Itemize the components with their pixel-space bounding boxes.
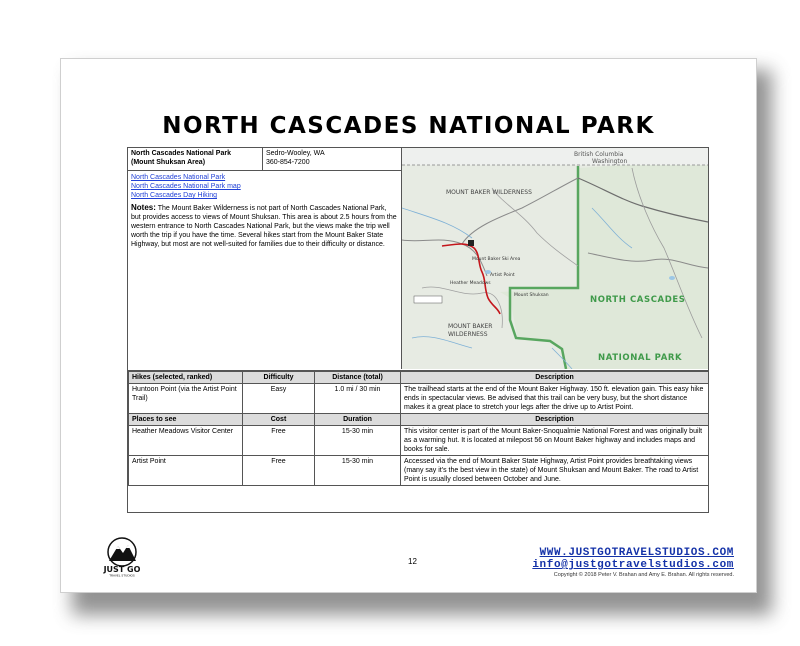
place-name: Heather Meadows Visitor Center: [129, 426, 243, 456]
logo-subtext: TRAVEL STUDIOS: [109, 573, 135, 577]
map-label-heather: Heather Meadows: [450, 281, 491, 286]
link-day-hiking[interactable]: North Cascades Day Hiking: [131, 192, 217, 199]
map-label-wilderness-top: MOUNT BAKER WILDERNESS: [446, 189, 532, 196]
map-label-bc: British Columbia: [574, 151, 624, 158]
place-description: This visitor center is part of the Mount Baker-Snoqualmie National Forest and was originally built as a warming hut. It is located at milepost 56 on Mount Baker highway and includes maps and books for sale.: [401, 426, 709, 456]
table-row: [129, 456, 709, 486]
hikes-header-difficulty: Difficulty: [243, 372, 315, 384]
hike-description: The trailhead starts at the end of the Mount Baker Highway. 150 ft. elevation gain. This easy hike ends in spectacular views. Be advised that this trail can be very busy, but the short distance makes it a great place to stretch your legs after the drive up to Artist Point.: [401, 384, 709, 414]
place-duration: 15-30 min: [315, 426, 401, 456]
document-page: [60, 58, 757, 593]
place-cost: Free: [243, 426, 315, 456]
copyright: Copyright © 2018 Peter V. Brahan and Amy E. Brahan. All rights reserved.: [553, 572, 734, 578]
park-map: [402, 148, 708, 369]
park-links: [128, 171, 401, 201]
place-cost: Free: [243, 456, 315, 486]
park-area: (Mount Shuksan Area): [131, 159, 206, 166]
hikes-header-row: [129, 372, 709, 384]
logo-text: JUST GO: [103, 565, 141, 574]
hike-name: Huntoon Point (via the Artist Point Trail): [129, 384, 243, 414]
just-go-logo: [99, 537, 145, 577]
map-label-park-1: NORTH CASCADES: [590, 295, 686, 305]
page-title: NORTH CASCADES NATIONAL PARK: [162, 113, 655, 139]
notes-label: Notes:: [131, 203, 156, 212]
map-label-wilderness-bottom-2: WILDERNESS: [448, 331, 488, 338]
contact-cell: [263, 148, 328, 170]
park-notes: [128, 201, 401, 251]
table-row: [129, 426, 709, 456]
email-link[interactable]: info@justgotravelstudios.com: [532, 559, 734, 571]
page-number: 12: [408, 557, 417, 566]
hikes-header-distance: Distance (total): [315, 372, 401, 384]
places-header-cost: Cost: [243, 414, 315, 426]
place-description: Accessed via the end of Mount Baker State Highway, Artist Point provides breathtaking views (many say it's the best view in the state) of Mount Shuksan and Mount Baker. The road to Artist Point is usually closed between October and June.: [401, 456, 709, 486]
map-label-artist-point: Artist Point: [490, 273, 515, 278]
link-park[interactable]: North Cascades National Park: [131, 174, 226, 181]
map-label-washington: Washington: [592, 158, 628, 165]
place-duration: 15-30 min: [315, 456, 401, 486]
park-info: [128, 148, 402, 369]
park-phone: 360-854-7200: [266, 159, 310, 166]
footer-contact: [532, 547, 734, 578]
park-name: North Cascades National Park: [131, 150, 231, 157]
map-label-shuksan: Mount Shuksan: [514, 293, 549, 298]
hikes-header-name: Hikes (selected, ranked): [129, 372, 243, 384]
hikes-table: [128, 371, 709, 486]
places-header-name: Places to see: [129, 414, 243, 426]
hike-distance: 1.0 mi / 30 min: [315, 384, 401, 414]
map-image: [402, 148, 708, 369]
activities-tables: [128, 370, 708, 486]
park-name-cell: [128, 148, 263, 170]
map-label-wilderness-bottom-1: MOUNT BAKER: [448, 323, 493, 330]
hike-difficulty: Easy: [243, 384, 315, 414]
places-header-row: [129, 414, 709, 426]
map-label-park-2: NATIONAL PARK: [598, 353, 683, 363]
park-name-row: [128, 148, 401, 171]
park-sheet: [127, 147, 709, 513]
table-row: [129, 384, 709, 414]
place-name: Artist Point: [129, 456, 243, 486]
places-header-duration: Duration: [315, 414, 401, 426]
notes-text: The Mount Baker Wilderness is not part of North Cascades National Park, but provides access to views of Mount Shuksan. This area is about 2.5 hours from the western entrance to North Cascades National Park, but the views make the trip well worth the trip if you have the time. Several hikes start from the Mount Baker State Highway, but most are not well-suited for families due to their difficulty or distance.: [131, 205, 397, 248]
park-location: Sedro-Wooley, WA: [266, 150, 325, 157]
hikes-header-description: Description: [401, 372, 709, 384]
website-link[interactable]: WWW.JUSTGOTRAVELSTUDIOS.COM: [539, 547, 734, 559]
places-header-description: Description: [401, 414, 709, 426]
map-label-ski-area: Mount Baker Ski Area: [472, 257, 521, 262]
link-park-map[interactable]: North Cascades National Park map: [131, 183, 241, 190]
